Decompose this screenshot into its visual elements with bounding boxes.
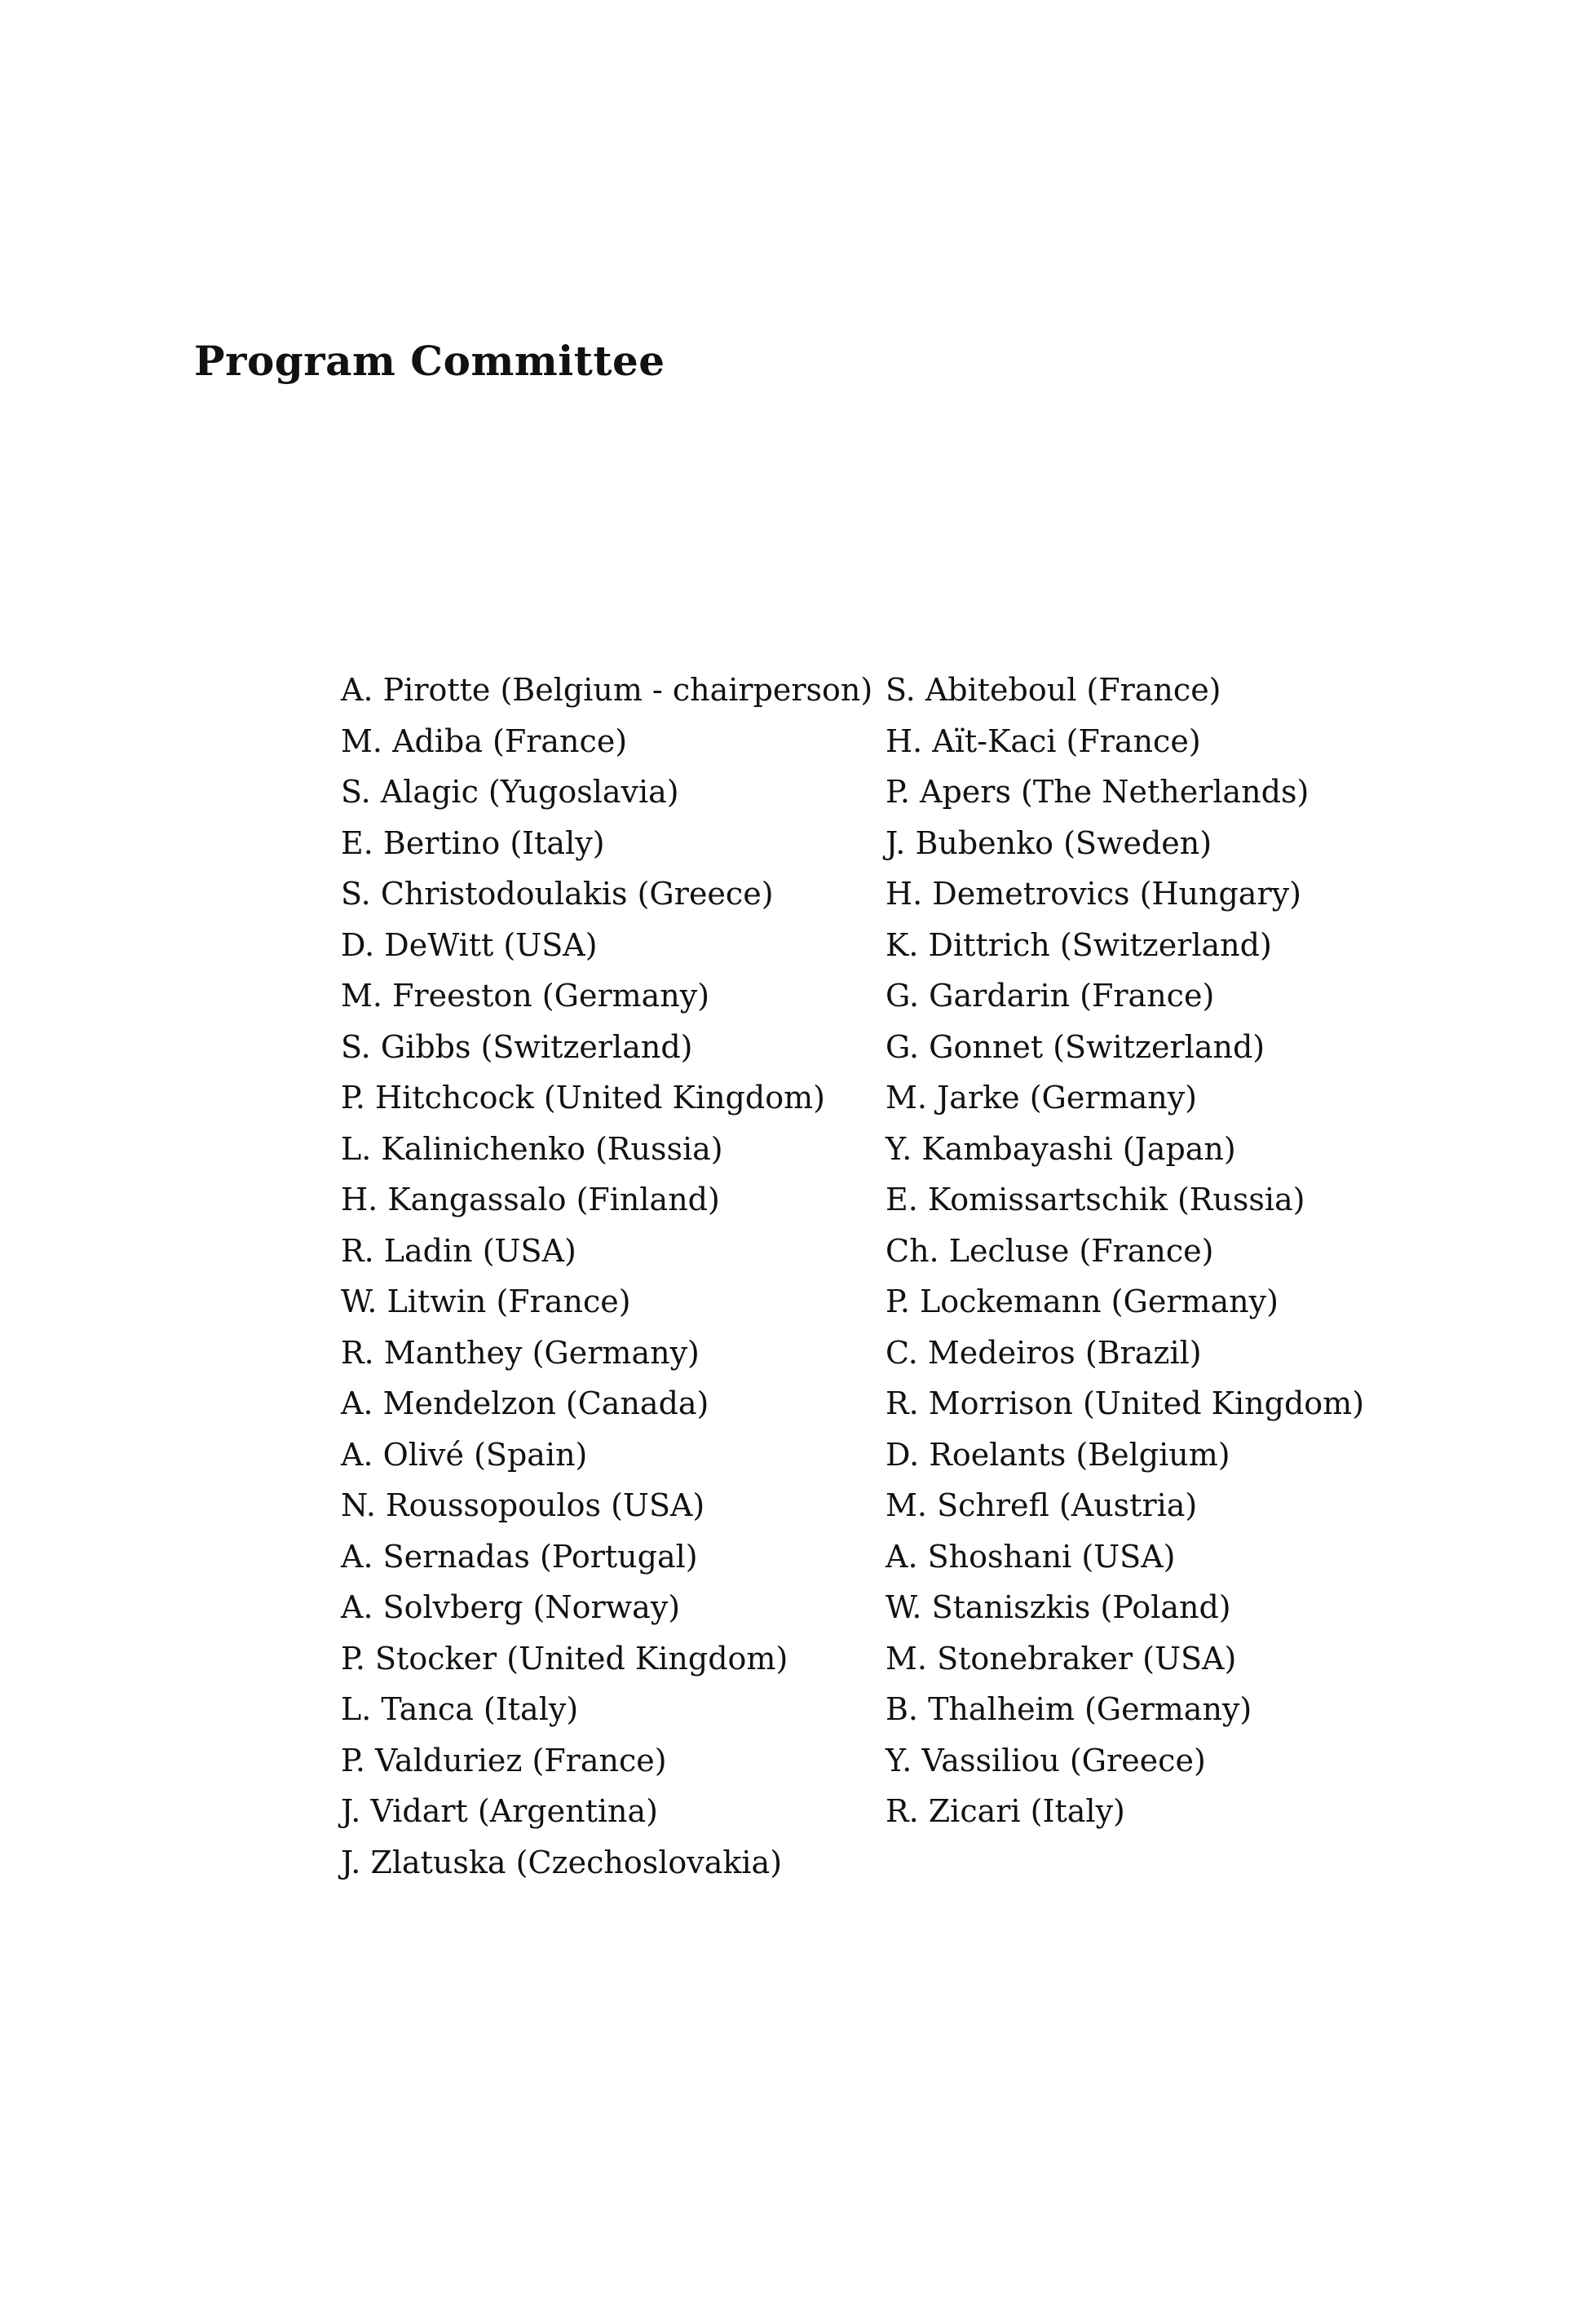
member-name: P. Apers (The Netherlands) (886, 774, 1310, 810)
member-name: B. Thalheim (Germany) (886, 1691, 1252, 1727)
member-name: A. Mendelzon (Canada) (341, 1385, 709, 1421)
committee-list-left (341, 665, 872, 1888)
member-name: A. Olivé (Spain) (341, 1436, 588, 1473)
member-name: Y. Kambayashi (Japan) (886, 1130, 1236, 1167)
member-name: R. Morrison (United Kingdom) (886, 1385, 1365, 1421)
member-name: R. Manthey (Germany) (341, 1334, 700, 1371)
member-name: A. Shoshani (USA) (886, 1538, 1176, 1575)
member-name: W. Litwin (France) (341, 1284, 631, 1319)
member-name: M. Adiba (France) (341, 722, 628, 759)
member-name: P. Lockemann (Germany) (886, 1284, 1279, 1319)
member-name: A. Sernadas (Portugal) (341, 1538, 698, 1575)
member-name: A. Solvberg (Norway) (341, 1589, 681, 1625)
member-name: E. Bertino (Italy) (341, 824, 605, 861)
member-name: H. Kangassalo (Finland) (341, 1182, 720, 1217)
member-name: S. Christodoulakis (Greece) (341, 876, 774, 912)
member-name: P. Valduriez (France) (341, 1742, 667, 1778)
member-name: Ch. Lecluse (France) (886, 1232, 1214, 1269)
member-name: P. Hitchcock (United Kingdom) (341, 1080, 825, 1116)
member-name: S. Abiteboul (France) (886, 672, 1221, 708)
member-name: L. Tanca (Italy) (341, 1691, 579, 1727)
member-name: W. Staniszkis (Poland) (886, 1589, 1231, 1625)
member-name: G. Gonnet (Switzerland) (886, 1028, 1265, 1065)
member-name: K. Dittrich (Switzerland) (886, 926, 1272, 963)
member-name: P. Stocker (United Kingdom) (341, 1640, 788, 1677)
member-name: H. Demetrovics (Hungary) (886, 876, 1301, 912)
member-name: N. Roussopoulos (USA) (341, 1487, 705, 1523)
member-name: Y. Vassiliou (Greece) (886, 1742, 1206, 1778)
member-name: D. Roelants (Belgium) (886, 1436, 1230, 1473)
member-name: J. Zlatuska (Czechoslovakia) (341, 1844, 783, 1880)
member-name: H. Aït-Kaci (France) (886, 722, 1201, 759)
member-name: E. Komissartschik (Russia) (886, 1182, 1305, 1217)
member-name: R. Ladin (USA) (341, 1232, 576, 1269)
page-title: Program Committee (194, 337, 665, 385)
member-name: J. Vidart (Argentina) (341, 1793, 658, 1829)
member-name: M. Freeston (Germany) (341, 978, 710, 1014)
member-name: L. Kalinichenko (Russia) (341, 1130, 723, 1167)
member-name: M. Stonebraker (USA) (886, 1640, 1237, 1677)
committee-list-right (886, 665, 1364, 1837)
member-name: S. Gibbs (Switzerland) (341, 1028, 693, 1065)
member-name: J. Bubenko (Sweden) (886, 824, 1212, 861)
member-name: A. Pirotte (Belgium - chairperson) (341, 672, 873, 708)
member-name: C. Medeiros (Brazil) (886, 1334, 1202, 1371)
member-name: R. Zicari (Italy) (886, 1793, 1125, 1829)
member-name: D. DeWitt (USA) (341, 926, 598, 963)
member-name: G. Gardarin (France) (886, 978, 1215, 1014)
member-name: M. Jarke (Germany) (886, 1080, 1198, 1116)
member-name: S. Alagic (Yugoslavia) (341, 774, 679, 810)
member-name: M. Schrefl (Austria) (886, 1487, 1198, 1523)
